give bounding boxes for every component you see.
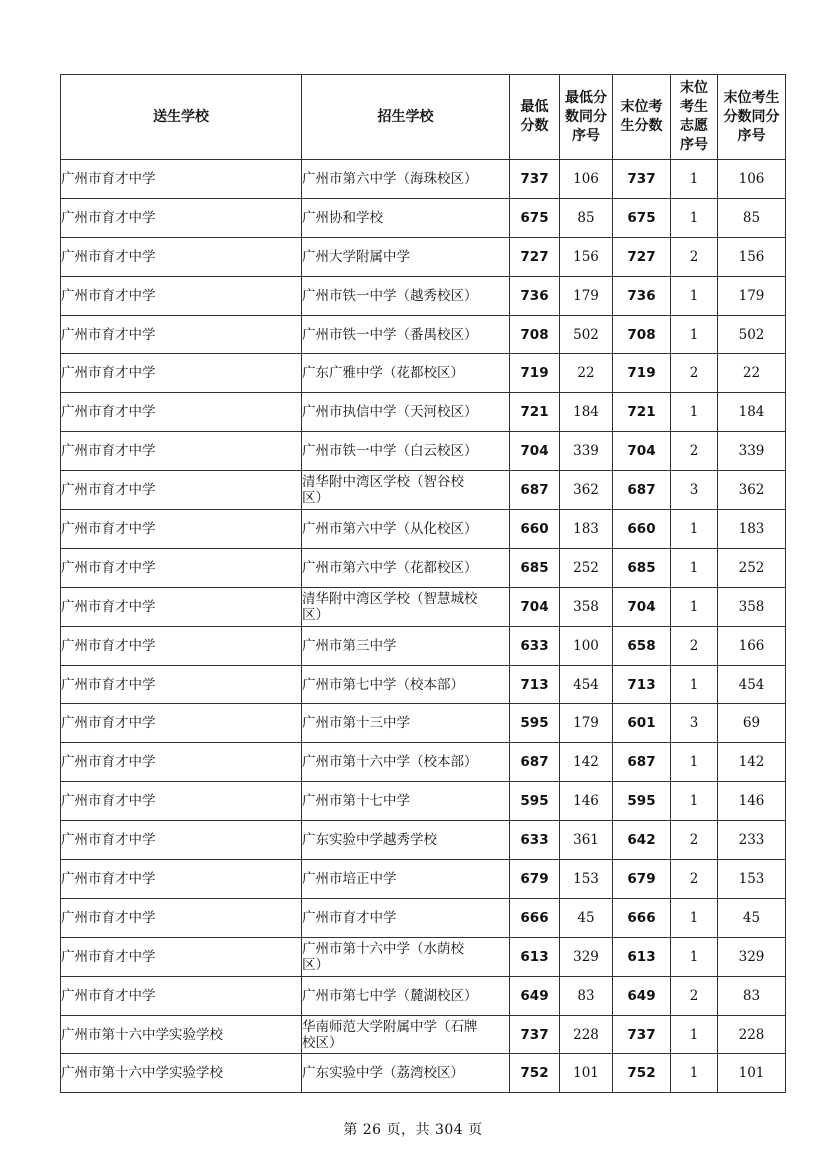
- cell-recv-school: 广东实验中学越秀学校: [302, 821, 510, 860]
- cell-last-choice: 1: [671, 898, 718, 937]
- cell-last-choice: 2: [671, 860, 718, 899]
- cell-recv-school: 广州市铁一中学（番禺校区）: [302, 315, 510, 354]
- cell-last-rank: 69: [718, 704, 786, 743]
- cell-min-rank: 142: [560, 743, 613, 782]
- cell-last-choice: 1: [671, 665, 718, 704]
- cell-send-school: 广州市育才中学: [61, 160, 302, 199]
- cell-last-rank: 106: [718, 160, 786, 199]
- cell-min-score: 713: [510, 665, 560, 704]
- cell-recv-school: 华南师范大学附属中学（石牌 校区）: [302, 1015, 510, 1054]
- cell-last-choice: 1: [671, 587, 718, 626]
- cell-min-score: 752: [510, 1054, 560, 1093]
- cell-send-school: 广州市第十六中学实验学校: [61, 1054, 302, 1093]
- cell-min-rank: 183: [560, 510, 613, 549]
- cell-last-score: 679: [613, 860, 671, 899]
- cell-min-score: 613: [510, 937, 560, 976]
- cell-last-choice: 1: [671, 937, 718, 976]
- cell-last-choice: 3: [671, 471, 718, 510]
- cell-last-rank: 153: [718, 860, 786, 899]
- cell-last-rank: 146: [718, 782, 786, 821]
- cell-min-score: 633: [510, 821, 560, 860]
- cell-last-choice: 1: [671, 743, 718, 782]
- cell-last-score: 687: [613, 743, 671, 782]
- cell-last-rank: 166: [718, 626, 786, 665]
- cell-recv-school: 广东广雅中学（花都校区）: [302, 354, 510, 393]
- cell-recv-school: 广州市第七中学（麓湖校区）: [302, 976, 510, 1015]
- cell-min-score: 687: [510, 743, 560, 782]
- cell-min-score: 727: [510, 237, 560, 276]
- cell-min-rank: 329: [560, 937, 613, 976]
- cell-last-rank: 184: [718, 393, 786, 432]
- cell-last-rank: 252: [718, 548, 786, 587]
- cell-recv-school: 广州市第十六中学（水荫校 区）: [302, 937, 510, 976]
- cell-last-score: 704: [613, 432, 671, 471]
- cell-min-score: 737: [510, 160, 560, 199]
- cell-last-rank: 329: [718, 937, 786, 976]
- cell-last-rank: 22: [718, 354, 786, 393]
- cell-last-score: 658: [613, 626, 671, 665]
- cell-min-rank: 100: [560, 626, 613, 665]
- cell-last-choice: 1: [671, 510, 718, 549]
- cell-last-choice: 2: [671, 237, 718, 276]
- cell-send-school: 广州市育才中学: [61, 665, 302, 704]
- table-row: [61, 160, 786, 199]
- cell-recv-school: 广州市育才中学: [302, 898, 510, 937]
- cell-last-score: 642: [613, 821, 671, 860]
- cell-last-score: 613: [613, 937, 671, 976]
- cell-min-score: 649: [510, 976, 560, 1015]
- table-row: [61, 821, 786, 860]
- table-row: [61, 548, 786, 587]
- cell-min-score: 660: [510, 510, 560, 549]
- cell-recv-school: 广东实验中学（荔湾校区）: [302, 1054, 510, 1093]
- table-row: [61, 276, 786, 315]
- cell-send-school: 广州市育才中学: [61, 587, 302, 626]
- cell-send-school: 广州市育才中学: [61, 393, 302, 432]
- cell-last-score: 675: [613, 198, 671, 237]
- cell-last-rank: 362: [718, 471, 786, 510]
- cell-last-score: 649: [613, 976, 671, 1015]
- cell-send-school: 广州市育才中学: [61, 743, 302, 782]
- cell-min-rank: 22: [560, 354, 613, 393]
- page-number: 第 26 页，共 304 页: [343, 1122, 483, 1138]
- cell-min-score: 666: [510, 898, 560, 937]
- cell-last-rank: 156: [718, 237, 786, 276]
- cell-last-score: 713: [613, 665, 671, 704]
- cell-min-rank: 358: [560, 587, 613, 626]
- cell-min-score: 633: [510, 626, 560, 665]
- header-min-rank: 最低分 数同分 序号: [560, 75, 613, 160]
- cell-last-rank: 454: [718, 665, 786, 704]
- admissions-table: [60, 74, 786, 1093]
- header-min-score: 最低 分数: [510, 75, 560, 160]
- cell-send-school: 广州市育才中学: [61, 937, 302, 976]
- cell-min-score: 736: [510, 276, 560, 315]
- cell-recv-school: 广州市第六中学（海珠校区）: [302, 160, 510, 199]
- table-row: [61, 432, 786, 471]
- cell-recv-school: 广州市第十三中学: [302, 704, 510, 743]
- cell-min-rank: 106: [560, 160, 613, 199]
- table-row: [61, 237, 786, 276]
- table-row: [61, 976, 786, 1015]
- cell-last-rank: 101: [718, 1054, 786, 1093]
- table-row: [61, 471, 786, 510]
- cell-min-score: 679: [510, 860, 560, 899]
- cell-last-score: 737: [613, 160, 671, 199]
- cell-min-rank: 252: [560, 548, 613, 587]
- table-row: [61, 315, 786, 354]
- cell-last-choice: 1: [671, 1015, 718, 1054]
- header-send-school: 送生学校: [61, 75, 302, 160]
- cell-send-school: 广州市育才中学: [61, 782, 302, 821]
- cell-last-choice: 2: [671, 626, 718, 665]
- table-row: [61, 354, 786, 393]
- cell-min-score: 721: [510, 393, 560, 432]
- cell-last-rank: 83: [718, 976, 786, 1015]
- cell-min-rank: 179: [560, 704, 613, 743]
- cell-recv-school: 广州市第六中学（花都校区）: [302, 548, 510, 587]
- cell-last-rank: 179: [718, 276, 786, 315]
- table-row: [61, 860, 786, 899]
- cell-min-rank: 101: [560, 1054, 613, 1093]
- table-row: [61, 393, 786, 432]
- cell-recv-school: 广州市执信中学（天河校区）: [302, 393, 510, 432]
- cell-recv-school: 广州市第十七中学: [302, 782, 510, 821]
- table-row: [61, 587, 786, 626]
- cell-min-rank: 153: [560, 860, 613, 899]
- header-last-choice: 末位 考生 志愿 序号: [671, 75, 718, 160]
- table-row: [61, 1054, 786, 1093]
- cell-min-rank: 184: [560, 393, 613, 432]
- cell-last-choice: 1: [671, 1054, 718, 1093]
- cell-send-school: 广州市育才中学: [61, 548, 302, 587]
- table-row: [61, 937, 786, 976]
- cell-min-score: 675: [510, 198, 560, 237]
- cell-last-score: 595: [613, 782, 671, 821]
- cell-min-rank: 362: [560, 471, 613, 510]
- cell-min-rank: 228: [560, 1015, 613, 1054]
- cell-last-score: 721: [613, 393, 671, 432]
- cell-last-score: 687: [613, 471, 671, 510]
- cell-recv-school: 广州市第七中学（校本部）: [302, 665, 510, 704]
- cell-min-score: 595: [510, 704, 560, 743]
- cell-send-school: 广州市育才中学: [61, 626, 302, 665]
- cell-last-rank: 502: [718, 315, 786, 354]
- cell-min-score: 719: [510, 354, 560, 393]
- table-row: [61, 704, 786, 743]
- cell-recv-school: 清华附中湾区学校（智谷校 区）: [302, 471, 510, 510]
- table-row: [61, 665, 786, 704]
- cell-last-score: 660: [613, 510, 671, 549]
- cell-min-rank: 179: [560, 276, 613, 315]
- cell-min-score: 685: [510, 548, 560, 587]
- cell-min-score: 595: [510, 782, 560, 821]
- cell-min-rank: 454: [560, 665, 613, 704]
- cell-send-school: 广州市育才中学: [61, 432, 302, 471]
- cell-last-choice: 2: [671, 821, 718, 860]
- cell-recv-school: 广州大学附属中学: [302, 237, 510, 276]
- cell-last-score: 752: [613, 1054, 671, 1093]
- cell-send-school: 广州市育才中学: [61, 704, 302, 743]
- cell-last-rank: 45: [718, 898, 786, 937]
- cell-recv-school: 清华附中湾区学校（智慧城校 区）: [302, 587, 510, 626]
- cell-send-school: 广州市育才中学: [61, 976, 302, 1015]
- cell-last-score: 666: [613, 898, 671, 937]
- cell-min-rank: 361: [560, 821, 613, 860]
- cell-min-score: 704: [510, 587, 560, 626]
- cell-recv-school: 广州市培正中学: [302, 860, 510, 899]
- header-row: [61, 75, 786, 160]
- cell-last-choice: 2: [671, 432, 718, 471]
- cell-min-score: 708: [510, 315, 560, 354]
- cell-min-rank: 156: [560, 237, 613, 276]
- cell-recv-school: 广州市铁一中学（越秀校区）: [302, 276, 510, 315]
- cell-last-rank: 358: [718, 587, 786, 626]
- cell-send-school: 广州市育才中学: [61, 860, 302, 899]
- cell-last-choice: 1: [671, 160, 718, 199]
- cell-send-school: 广州市育才中学: [61, 198, 302, 237]
- cell-last-rank: 142: [718, 743, 786, 782]
- cell-last-choice: 1: [671, 276, 718, 315]
- cell-send-school: 广州市育才中学: [61, 354, 302, 393]
- cell-last-score: 685: [613, 548, 671, 587]
- cell-last-choice: 2: [671, 976, 718, 1015]
- cell-last-rank: 183: [718, 510, 786, 549]
- cell-last-rank: 85: [718, 198, 786, 237]
- header-last-rank: 末位考生 分数同分 序号: [718, 75, 786, 160]
- table-row: [61, 626, 786, 665]
- cell-recv-school: 广州协和学校: [302, 198, 510, 237]
- table-row: [61, 898, 786, 937]
- table-row: [61, 510, 786, 549]
- cell-last-score: 736: [613, 276, 671, 315]
- cell-last-choice: 1: [671, 393, 718, 432]
- cell-recv-school: 广州市第六中学（从化校区）: [302, 510, 510, 549]
- cell-last-choice: 1: [671, 782, 718, 821]
- cell-last-choice: 1: [671, 315, 718, 354]
- cell-send-school: 广州市育才中学: [61, 898, 302, 937]
- table-row: [61, 198, 786, 237]
- cell-send-school: 广州市育才中学: [61, 237, 302, 276]
- cell-last-choice: 3: [671, 704, 718, 743]
- table-row: [61, 782, 786, 821]
- cell-last-choice: 2: [671, 354, 718, 393]
- cell-min-rank: 85: [560, 198, 613, 237]
- cell-last-score: 708: [613, 315, 671, 354]
- cell-recv-school: 广州市第十六中学（校本部）: [302, 743, 510, 782]
- cell-min-score: 687: [510, 471, 560, 510]
- table-row: [61, 1015, 786, 1054]
- cell-min-rank: 146: [560, 782, 613, 821]
- cell-last-score: 601: [613, 704, 671, 743]
- cell-send-school: 广州市育才中学: [61, 510, 302, 549]
- cell-last-score: 704: [613, 587, 671, 626]
- cell-last-rank: 339: [718, 432, 786, 471]
- cell-last-score: 727: [613, 237, 671, 276]
- cell-min-rank: 339: [560, 432, 613, 471]
- cell-min-rank: 83: [560, 976, 613, 1015]
- cell-min-score: 737: [510, 1015, 560, 1054]
- cell-last-score: 737: [613, 1015, 671, 1054]
- cell-min-rank: 45: [560, 898, 613, 937]
- cell-send-school: 广州市育才中学: [61, 276, 302, 315]
- header-last-score: 末位考 生分数: [613, 75, 671, 160]
- cell-send-school: 广州市育才中学: [61, 471, 302, 510]
- cell-recv-school: 广州市第三中学: [302, 626, 510, 665]
- cell-last-rank: 233: [718, 821, 786, 860]
- cell-last-score: 719: [613, 354, 671, 393]
- cell-last-choice: 1: [671, 198, 718, 237]
- cell-send-school: 广州市育才中学: [61, 821, 302, 860]
- table-row: [61, 743, 786, 782]
- cell-send-school: 广州市第十六中学实验学校: [61, 1015, 302, 1054]
- cell-recv-school: 广州市铁一中学（白云校区）: [302, 432, 510, 471]
- header-recv-school: 招生学校: [302, 75, 510, 160]
- cell-last-rank: 228: [718, 1015, 786, 1054]
- cell-send-school: 广州市育才中学: [61, 315, 302, 354]
- cell-min-score: 704: [510, 432, 560, 471]
- cell-last-choice: 1: [671, 548, 718, 587]
- cell-min-rank: 502: [560, 315, 613, 354]
